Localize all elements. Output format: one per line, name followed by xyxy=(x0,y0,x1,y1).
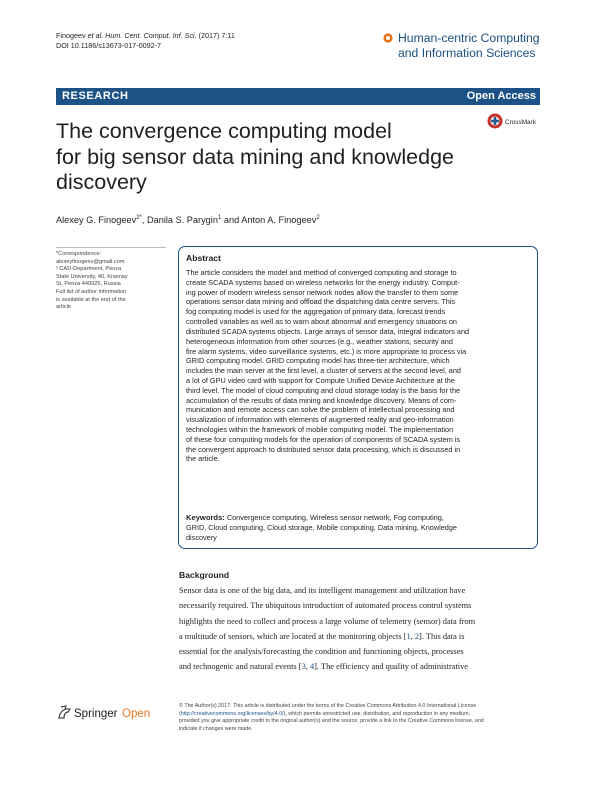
doi[interactable]: DOI 10.1186/s13673-017-0092-7 xyxy=(56,41,161,50)
author-name[interactable]: , Danila S. Parygin xyxy=(141,215,218,226)
keywords-label: Keywords: xyxy=(186,513,225,522)
title-line: The convergence computing model xyxy=(56,119,392,143)
citation-line: Finogeev et al. Hum. Cent. Comput. Inf. Sci. (2017) 7:11 xyxy=(56,31,235,40)
abstract-line: controlled variables as well as to warn about abnormal and emergency situations on xyxy=(186,317,457,327)
abstract-line: a lot of GPU video card with support for Compute Unified Device Architecture at the xyxy=(186,375,455,385)
license-line: indicate if changes were made. xyxy=(179,726,253,733)
abstract-line: includes the main server at the first level, a cluster of servers at the second level, and xyxy=(186,366,461,376)
background-text xyxy=(179,583,539,675)
abstract-line: the article. xyxy=(186,454,220,464)
body-line: essential for the analysis/forecasting the condition and functioning objects, processes xyxy=(179,647,464,657)
springer-horse-icon xyxy=(59,706,70,718)
license-line: (http://creativecommons.org/licenses/by/4.0/), which permits unrestricted use, distribution, and reproduction in any medium, xyxy=(179,710,471,717)
springer-open-logo xyxy=(56,703,166,723)
body-line: and technogenic and natural events [3, 4]. The efficiency and quality of administrative xyxy=(179,662,469,672)
body-line: necessarily required. The ubiquitous introduction of automated process control systems xyxy=(179,601,472,611)
title-line: for big sensor data mining and knowledge xyxy=(56,144,455,169)
body-line: highlights the need to collect and process a large volume of telemetry (sensor) data from xyxy=(179,616,476,626)
abstract-line: operations sensor data mining and offload the dispatching data centre servers. This xyxy=(186,297,456,307)
open-access-label: Open Access xyxy=(466,90,536,102)
abstract-line: create SCADA systems based on wireless networks for the energy industry. Comput- xyxy=(186,277,460,287)
reference-link[interactable]: 1 xyxy=(406,631,411,641)
citation-block xyxy=(56,31,235,51)
note-line: Full list of author information xyxy=(56,288,127,295)
article-type-label: RESEARCH xyxy=(62,90,129,102)
abstract-line: fog computing model is used for the aggregation of primary data, forecast trends xyxy=(186,307,446,317)
paper-title xyxy=(56,119,496,196)
reference-link[interactable]: 4 xyxy=(309,662,315,672)
note-line: article xyxy=(56,304,71,311)
reference-link[interactable]: 2 xyxy=(414,631,420,641)
abstract-line: fire alarm systems, video surveillance systems, etc.) is more appropriate to process via xyxy=(186,346,467,356)
author-list xyxy=(56,212,476,226)
license-line: © The Author(s) 2017. This article is distributed under the terms of the Creative Commons Attribution 4.0 International License xyxy=(179,703,477,709)
keywords-line: discovery xyxy=(186,533,217,543)
abstract-line: accumulation of the results of data mining and knowledge discovery. Means of com- xyxy=(186,395,457,405)
abstract-line: The article considers the model and method of converged computing and storage to xyxy=(186,268,457,277)
title-line: discovery xyxy=(56,170,147,194)
journal-name-line: and Information Sciences xyxy=(398,46,536,60)
author-name[interactable]: and Anton A. Finogeev xyxy=(221,215,317,226)
abstract-text xyxy=(186,268,530,464)
crossmark-badge[interactable] xyxy=(487,112,543,130)
publisher-name-a: Springer xyxy=(74,708,118,720)
crossmark-label: CrossMark xyxy=(505,119,536,126)
license-link[interactable]: http://creativecommons.org/licenses/by/4.0/ xyxy=(180,710,284,717)
license-notice xyxy=(179,703,541,734)
publisher-name-b: Open xyxy=(122,708,151,720)
journal-logo-icon xyxy=(383,33,393,43)
abstract-line: visualization of information with elements of augmented reality and geo-information xyxy=(186,415,454,425)
abstract-heading: Abstract xyxy=(186,253,221,263)
author-name[interactable]: Alexey G. Finogeev xyxy=(56,215,137,226)
body-line: Sensor data is one of the big data, and its intelligent management and utilization have xyxy=(179,586,466,595)
note-line: *Correspondence: xyxy=(56,251,102,257)
abstract-line: technologies within the framework of mobile computing model. The implementation xyxy=(186,425,454,434)
author-affiliation-mark: 2* xyxy=(136,215,142,221)
abstract-line: GRID computing model. GRID computing model has three-tier architecture, which xyxy=(186,356,450,366)
keywords xyxy=(186,513,530,544)
reference-link[interactable]: 3 xyxy=(301,662,306,672)
note-line: State University, 40, Krasnay xyxy=(56,273,128,280)
correspondence-note xyxy=(56,247,166,312)
journal-name-line: Human-centric Computing xyxy=(398,31,540,45)
keywords-text: Convergence computing, Wireless sensor network, Fog computing, xyxy=(224,513,444,522)
note-line: St, Penza 440025, Russia xyxy=(56,281,121,288)
journal-name xyxy=(398,31,548,61)
license-line: provided you give appropriate credit to the original author(s) and the source, provide a link to the Creative Commons license, and xyxy=(179,718,484,725)
note-line: is available at the end of the xyxy=(56,296,126,303)
body-line: a multitude of sensors, which are located at the monitoring objects [1, 2]. This data is xyxy=(179,631,465,641)
background-heading: Background xyxy=(179,570,230,580)
abstract-line: of these four computing models for the operation of components of SCADA system is xyxy=(186,434,461,444)
keywords-line xyxy=(186,513,530,523)
correspondence-email[interactable]: alexeyfinogeev@gmail.com xyxy=(56,258,125,265)
abstract-line: third level. The model of cloud computing and cloud storage today is the basis for the xyxy=(186,385,461,395)
abstract-line: ing power of modern wireless sensor network nodes allow the transfer to them some xyxy=(186,287,459,297)
abstract-line: the convergent approach to distributed sensor data processing, which is discussed in xyxy=(186,444,461,454)
abstract-line: distributed SCADA systems objects. Large arrays of sensor data, integral indicators and xyxy=(186,326,470,336)
author-affiliation-mark: 2 xyxy=(316,215,320,221)
abstract-line: heterogeneous information from other sources (e.g., weather stations, security and xyxy=(186,336,453,346)
author-affiliation-mark: 1 xyxy=(217,215,222,221)
note-line: ² CAD-Department, Penza xyxy=(56,266,122,273)
keywords-line: GRID, Cloud computing, Cloud storage, Mobile computing, Data mining, Knowledge xyxy=(186,523,457,533)
abstract-line: munication and remote access can solve the problem of intellectual processing and xyxy=(186,405,455,415)
